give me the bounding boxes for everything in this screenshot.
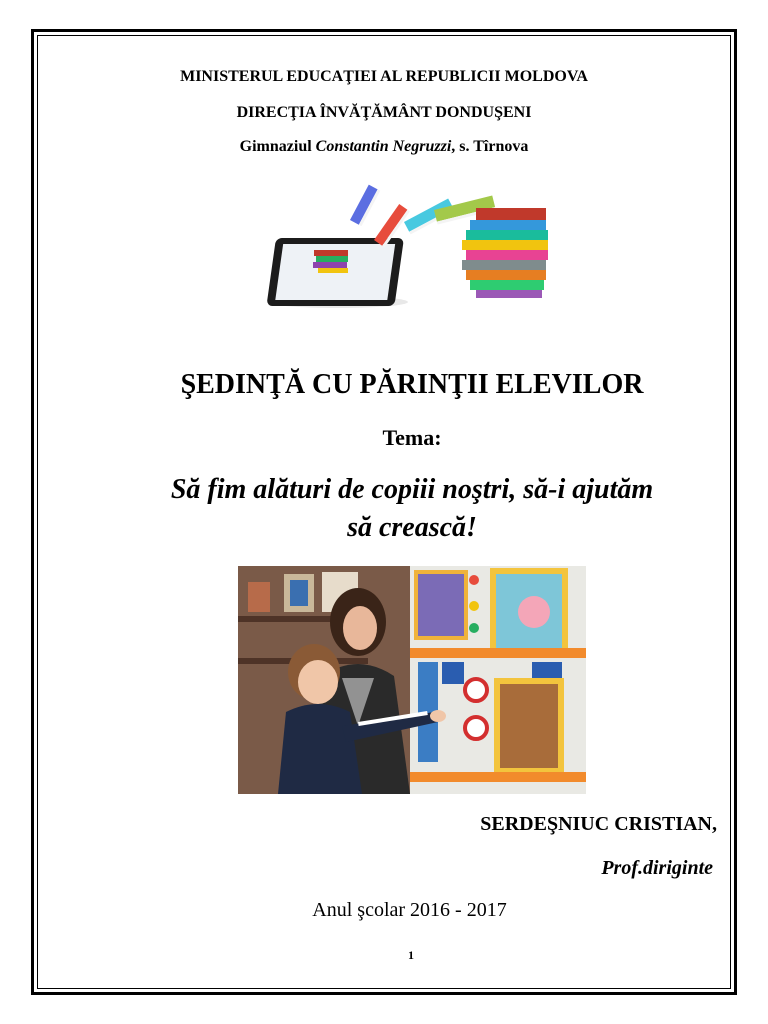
subtitle-line-1: Să fim alături de copiii noştri, să-i ajutăm (170, 474, 654, 505)
ministry-heading: MINISTERUL EDUCAŢIEI AL REPUBLICII MOLDOVA (180, 68, 588, 85)
tablet-books-illustration (258, 180, 564, 320)
subtitle-line-2: să crească! (347, 512, 477, 543)
document-title: ŞEDINŢĂ CU PĂRINŢII ELEVILOR (180, 369, 644, 400)
theme-label: Tema: (382, 425, 442, 450)
school-line (37, 138, 731, 156)
directorate-heading: DIRECŢIA ÎNVĂŢĂMÂNT DONDUŞENI (236, 104, 532, 121)
school-suffix: , s. Tîrnova (451, 138, 529, 155)
mother-child-photo (238, 566, 586, 794)
school-name: Constantin Negruzzi (315, 138, 452, 155)
page-number: 1 (408, 948, 414, 962)
school-year: Anul şcolar 2016 - 2017 (312, 899, 507, 921)
author-role: Prof.diriginte (601, 857, 713, 879)
author-name: SERDEŞNIUC CRISTIAN, (480, 813, 717, 835)
school-prefix: Gimnaziul (239, 138, 316, 155)
